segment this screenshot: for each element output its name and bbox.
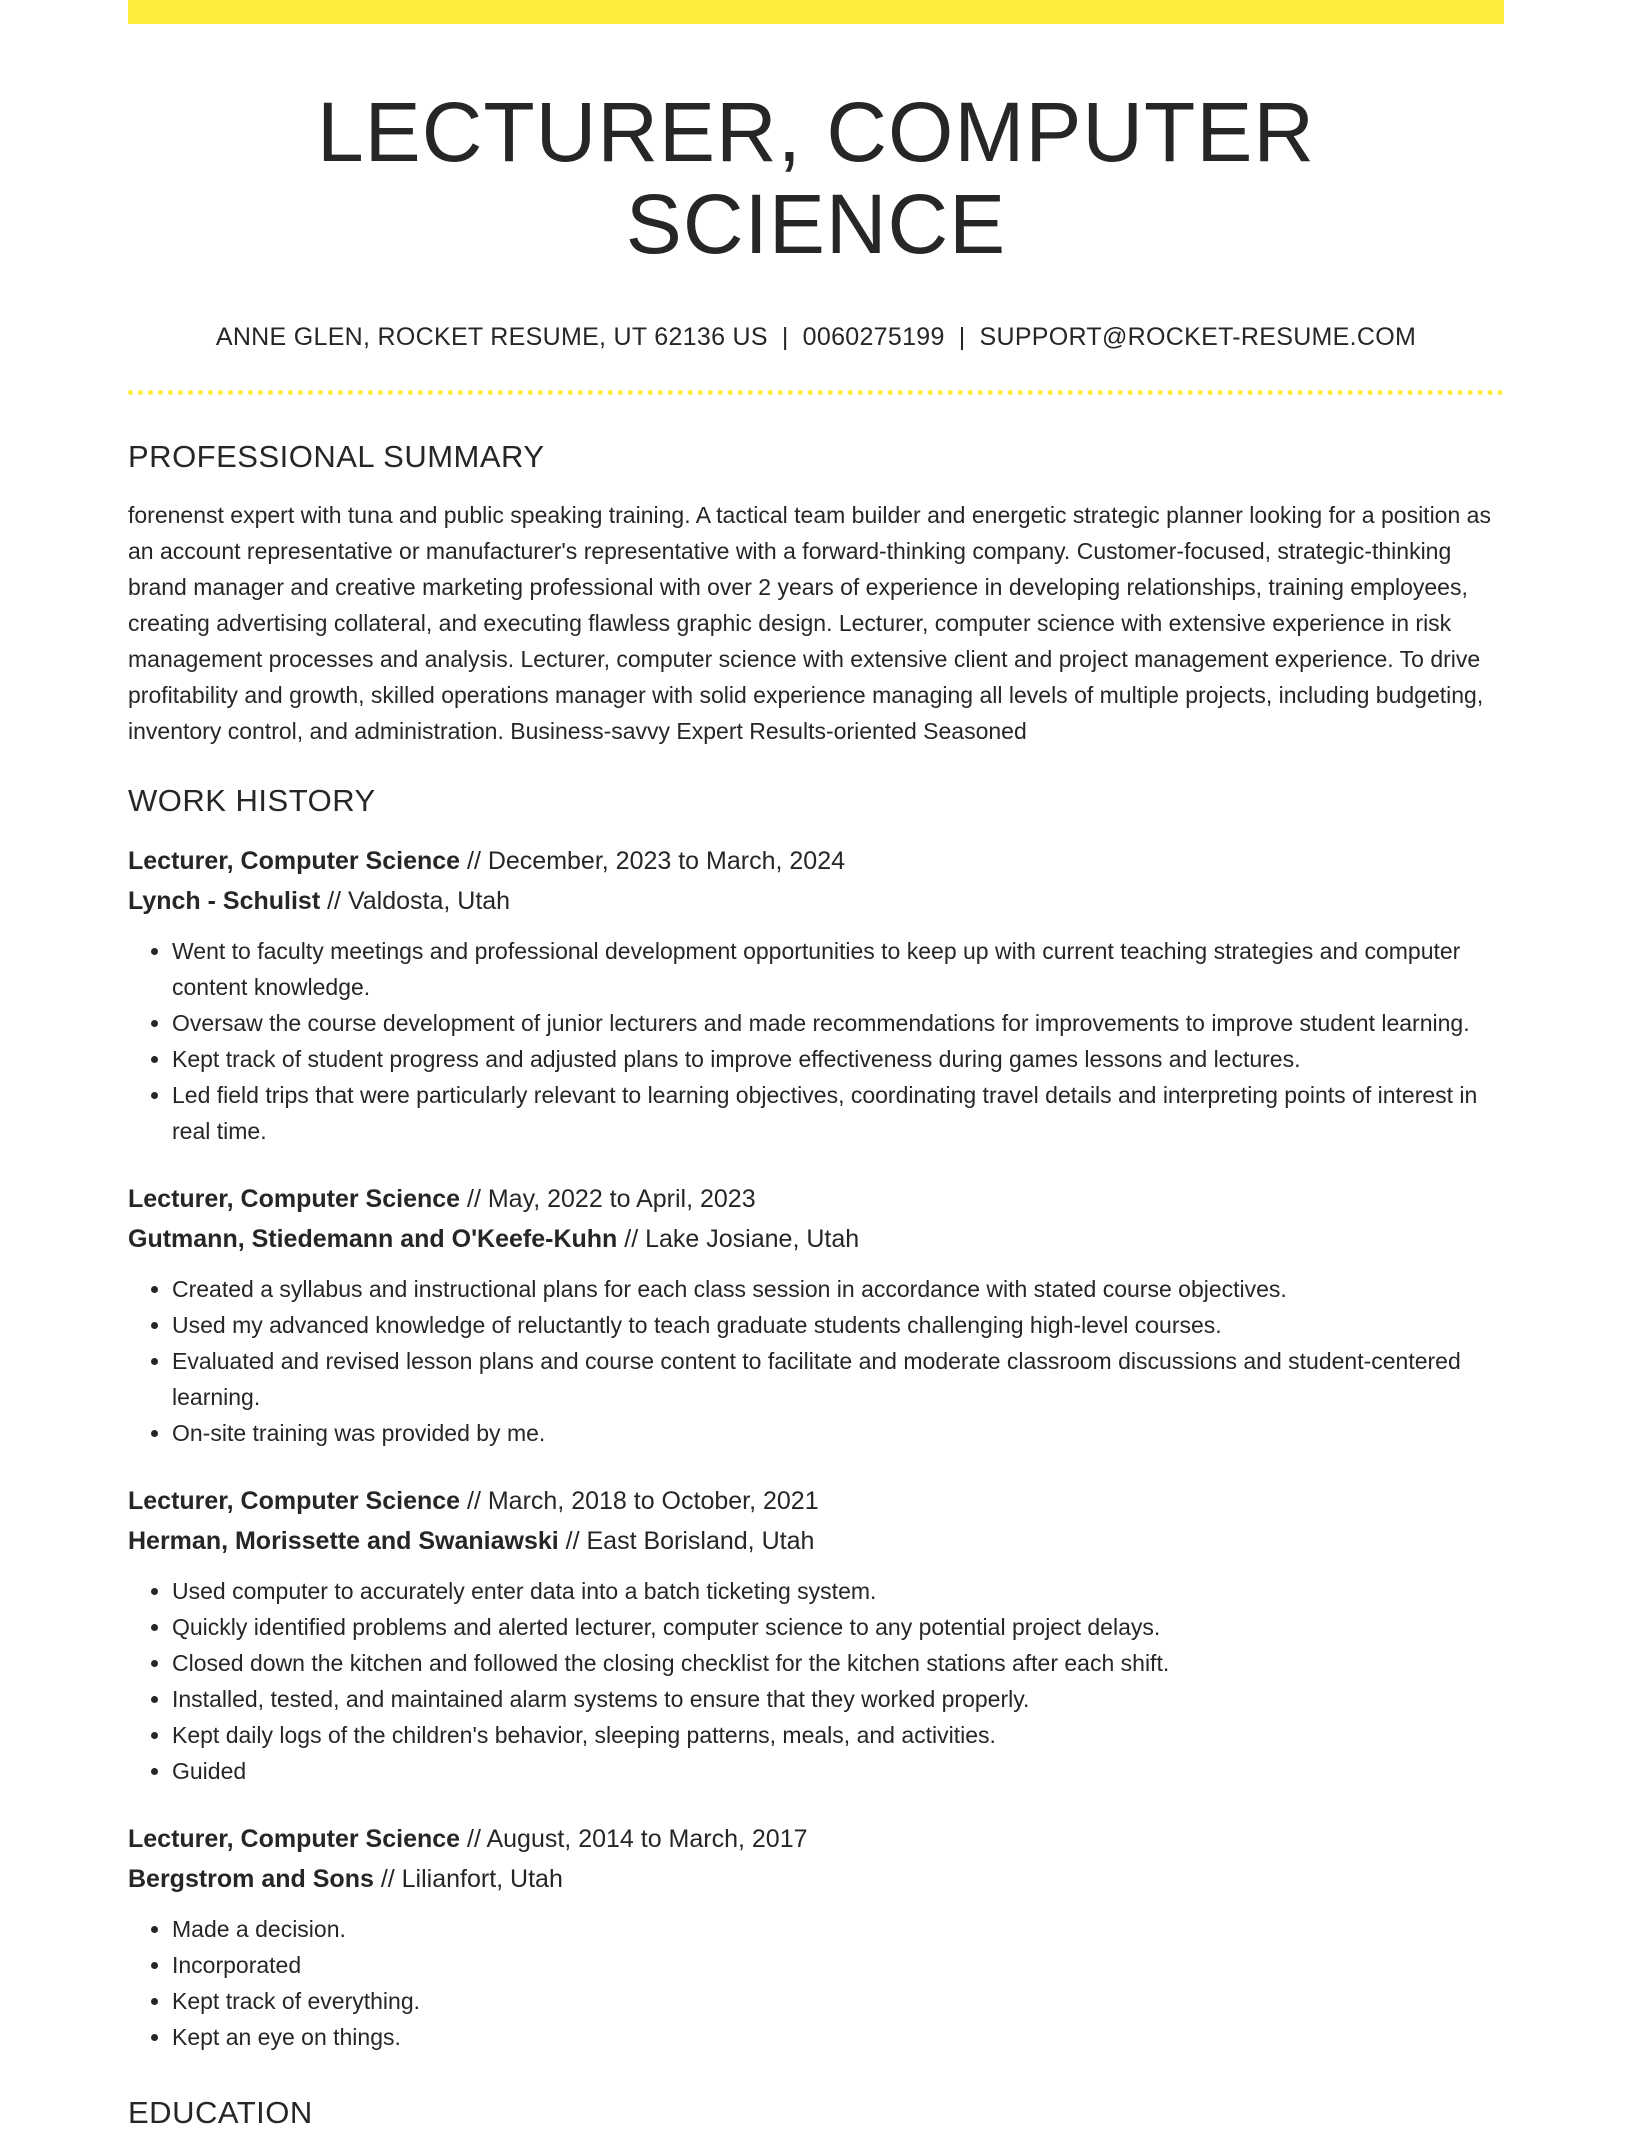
job-company: Herman, Morissette and Swaniawski xyxy=(128,1526,559,1555)
section-heading-education: EDUCATION xyxy=(128,2094,313,2130)
job-title: Lecturer, Computer Science xyxy=(128,1486,461,1515)
job-location: // East Borisland, Utah xyxy=(558,1526,815,1555)
job-bullet: • Led field trips that were particularly relevant to learning objectives, coordinating travel details and interpreting points of interest in real time. xyxy=(172,1077,1504,1149)
section-heading-summary: PROFESSIONAL SUMMARY xyxy=(128,438,545,474)
contact-separator: | xyxy=(781,322,789,351)
job-dates: // May, 2022 to April, 2023 xyxy=(460,1184,756,1213)
job-bullet: • Made a decision. xyxy=(172,1911,1504,1947)
job-bullet: • Installed, tested, and maintained alarm systems to ensure that they worked properly. xyxy=(172,1681,1504,1717)
resume-page xyxy=(128,0,1504,2131)
job-bullet: • Created a syllabus and instructional plans for each class session in accordance with stated course objectives. xyxy=(172,1271,1504,1307)
job-bullet: • Used my advanced knowledge of reluctantly to teach graduate students challenging high-level courses. xyxy=(172,1307,1504,1343)
education-section xyxy=(128,2095,1504,2131)
job-bullet: • Evaluated and revised lesson plans and course content to facilitate and moderate classroom discussions and student-centered learning. xyxy=(172,1343,1504,1415)
job-bullets xyxy=(128,1911,1504,2055)
job-dates: // March, 2018 to October, 2021 xyxy=(460,1486,819,1515)
job-title: Lecturer, Computer Science xyxy=(128,1184,461,1213)
job-company-line xyxy=(128,1859,1504,1899)
contact-phone: 0060275199 xyxy=(802,322,945,351)
job-title: Lecturer, Computer Science xyxy=(128,846,461,875)
job-company-line xyxy=(128,1521,1504,1561)
work-history-section xyxy=(128,783,1504,2055)
job-bullets xyxy=(128,1573,1504,1789)
job-bullets xyxy=(128,1271,1504,1451)
job-entry xyxy=(128,841,1504,1149)
resume-title: LECTURER, COMPUTER SCIENCE xyxy=(316,85,1316,272)
job-dates: // December, 2023 to March, 2024 xyxy=(460,846,845,875)
job-title-line xyxy=(128,1481,1504,1521)
job-bullet: • Kept track of student progress and adjusted plans to improve effectiveness during games lessons and lectures. xyxy=(172,1041,1504,1077)
job-entry xyxy=(128,1481,1504,1789)
contact-line xyxy=(128,323,1504,352)
contact-separator: | xyxy=(958,322,966,351)
job-company-line xyxy=(128,881,1504,921)
section-heading-work: WORK HISTORY xyxy=(128,782,376,818)
job-bullet: • Used computer to accurately enter data into a batch ticketing system. xyxy=(172,1573,1504,1609)
job-bullet: • Kept track of everything. xyxy=(172,1983,1504,2019)
job-location: // Lilianfort, Utah xyxy=(373,1864,563,1893)
job-bullets xyxy=(128,933,1504,1149)
job-bullet: • Kept daily logs of the children's behavior, sleeping patterns, meals, and activities. xyxy=(172,1717,1504,1753)
job-bullet: • Guided xyxy=(172,1753,1504,1789)
job-title: Lecturer, Computer Science xyxy=(128,1824,461,1853)
job-company: Gutmann, Stiedemann and O'Keefe-Kuhn xyxy=(128,1224,618,1253)
job-title-line xyxy=(128,1819,1504,1859)
job-title-line xyxy=(128,841,1504,881)
job-dates: // August, 2014 to March, 2017 xyxy=(460,1824,808,1853)
job-title-line xyxy=(128,1179,1504,1219)
summary-text: forenenst expert with tuna and public speaking training. A tactical team builder and energetic strategic planner looking for a position as an account representative or manufacturer's representative with a forward-thinking company. Customer-focused, strategic-thinking brand manager and creative marketing professional with over 2 years of experience in developing relationships, training employees, creating advertising collateral, and executing flawless graphic design. Lecturer, computer science with extensive experience in risk management processes and analysis. Lecturer, computer science with extensive client and project management experience. To drive profitability and growth, skilled operations manager with solid experience managing all levels of multiple projects, including budgeting, inventory control, and administration. Business-savvy Expert Results-oriented Seasoned xyxy=(128,501,1491,744)
job-bullet: • Went to faculty meetings and professional development opportunities to keep up with current teaching strategies and computer content knowledge. xyxy=(172,933,1504,1005)
job-location: // Valdosta, Utah xyxy=(320,886,511,915)
job-bullet: • On-site training was provided by me. xyxy=(172,1415,1504,1451)
job-bullet: • Oversaw the course development of junior lecturers and made recommendations for improvements to improve student learning. xyxy=(172,1005,1504,1041)
job-location: // Lake Josiane, Utah xyxy=(617,1224,860,1253)
job-bullet: • Incorporated xyxy=(172,1947,1504,1983)
job-entry xyxy=(128,1819,1504,2055)
top-accent-bar xyxy=(128,0,1504,24)
contact-email: SUPPORT@ROCKET-RESUME.COM xyxy=(979,322,1417,351)
job-company: Bergstrom and Sons xyxy=(128,1864,374,1893)
job-company-line xyxy=(128,1219,1504,1259)
job-company: Lynch - Schulist xyxy=(128,886,321,915)
dotted-divider xyxy=(128,390,1504,395)
professional-summary-section xyxy=(128,439,1504,749)
job-bullet: • Quickly identified problems and alerted lecturer, computer science to any potential project delays. xyxy=(172,1609,1504,1645)
contact-address: ANNE GLEN, ROCKET RESUME, UT 62136 US xyxy=(215,322,768,351)
job-bullet: • Closed down the kitchen and followed the closing checklist for the kitchen stations after each shift. xyxy=(172,1645,1504,1681)
job-bullet: • Kept an eye on things. xyxy=(172,2019,1504,2055)
job-entry xyxy=(128,1179,1504,1451)
